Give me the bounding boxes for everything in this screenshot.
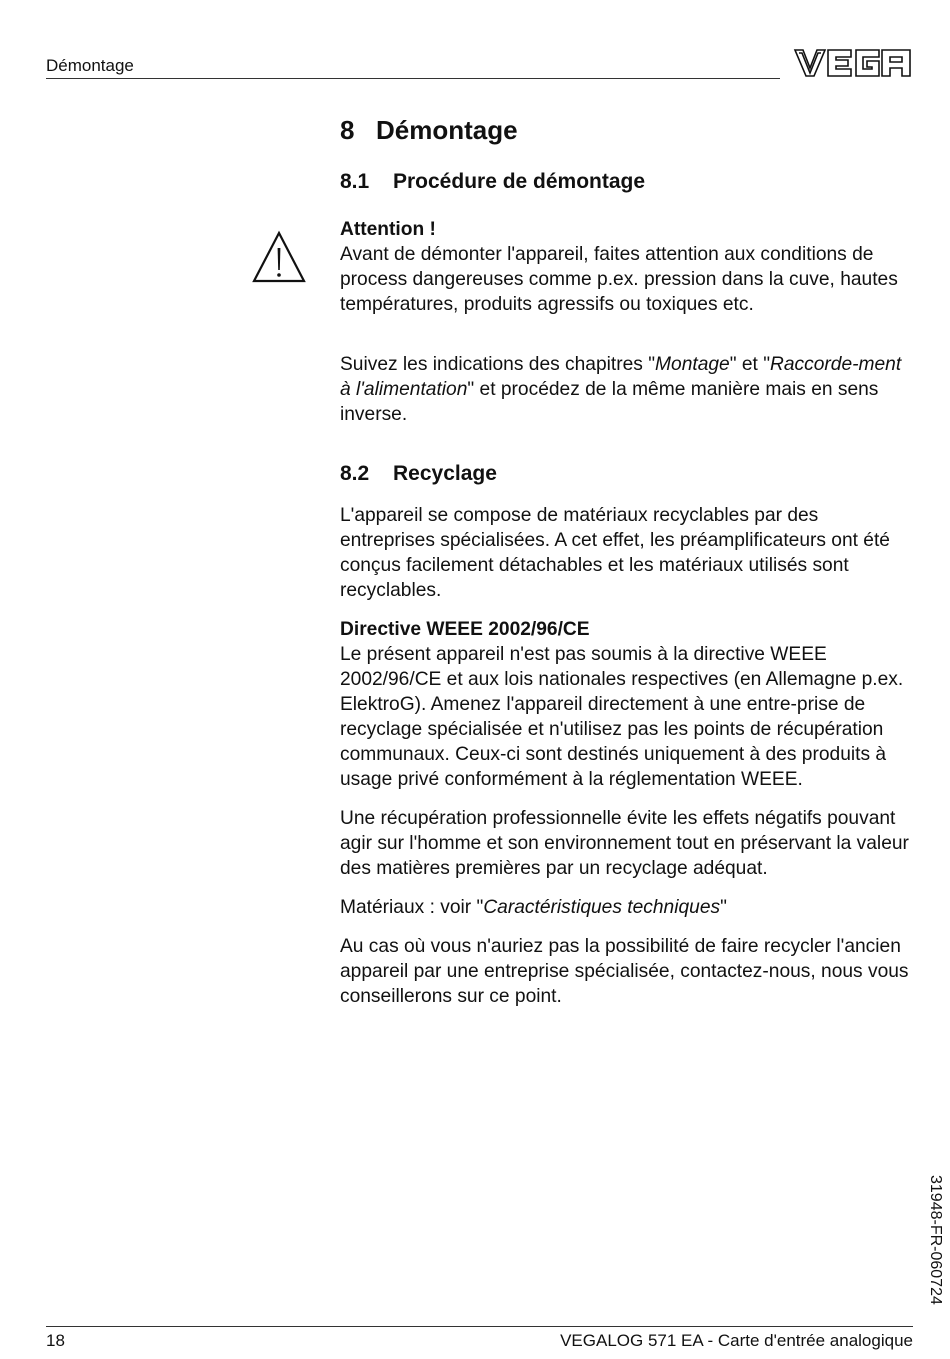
directive-text: Le présent appareil n'est pas soumis à la directive WEEE 2002/96/CE et aux lois nationales respectives (en Allemagne p.ex. ElektroG). Amenez l'appareil directement à une entre-prise de recyclage spécialisée et n'utilisez pas les points de récupération communaux. Ceux-ci sont destinés uniquement à des produits à usage privé conformément à la réglementation WEEE. [340,644,904,790]
section-heading-procedure [340,168,916,196]
recovery-paragraph: Une récupération professionnelle évite les effets négatifs pouvant agir sur l'homme et son environnement tout en préservant la valeur des matières premières par un recyclage adéquat. [340,808,909,879]
section-number: 8.1 [340,170,370,193]
recycling-intro: L'appareil se compose de matériaux recyclables par des entreprises spécialisées. A cet effet, les préamplificateurs ont été conçus facilement détachables et les matériaux utilisés sont recyclables. [340,505,890,601]
main-content [340,112,916,1009]
vega-logo [793,47,913,79]
chapter-reference-raccordement: Raccorde-ment à l'alimentation [340,354,902,400]
directive-title: Directive WEEE 2002/96/CE [340,619,590,640]
section-number: 8.2 [340,462,370,485]
technical-data-reference: Caractéristiques techniques [483,897,721,918]
section-title: Procédure de démontage [393,170,646,193]
materials-paragraph: Matériaux : voir "Caractéristiques techniques" [340,897,727,918]
footer-divider [46,1326,913,1327]
section-heading-recyclage [340,460,916,488]
procedure-paragraph: Suivez les indications des chapitres "Montage" et "Raccorde-ment à l'alimentation" et procédez de la même manière mais en sens inverse. [340,354,902,425]
warning-triangle-icon [251,230,307,284]
attention-text: Avant de démonter l'appareil, faites attention aux conditions de process dangereuses comme p.ex. pression dans la cuve, hautes températures, produits agressifs ou toxiques etc. [340,244,898,315]
chapter-number: 8 [340,115,355,145]
header-divider [46,78,780,79]
document-code: 31948-FR-060724 [927,1175,944,1305]
closing-paragraph: Au cas où vous n'auriez pas la possibilité de faire recycler l'ancien appareil par une entreprise spécialisée, contactez-nous, nous vous conseillerons sur ce point. [340,936,909,1007]
chapter-reference-montage: Montage [655,354,730,375]
running-header: Démontage [46,56,134,75]
chapter-title: Démontage [376,115,518,145]
chapter-heading [340,112,916,148]
section-title: Recyclage [393,462,497,485]
footer-document-title: VEGALOG 571 EA - Carte d'entrée analogique [560,1331,913,1350]
attention-title: Attention ! [340,219,436,240]
page-number: 18 [46,1331,65,1350]
